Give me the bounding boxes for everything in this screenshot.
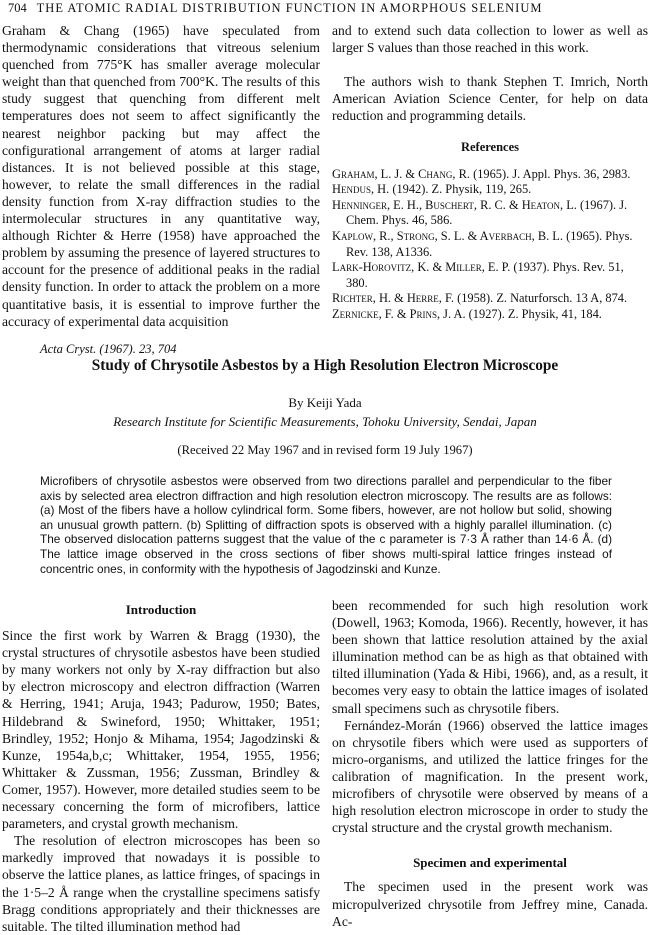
intro-right-paragraph-1: been recommended for such high resolution work (Dowell, 1963; Komoda, 1966). Recently, however, it has been shown that lattice resolution attained by the axial illumination method can be as high as that obtained with tilted illumination (Yada & Hibi, 1966), and, as a result, it becomes very easy to obtain the lattice images of isolated small specimens such as chrysotile fibers.	[332, 598, 648, 716]
reference-item: Graham, L. J. & Chang, R. (1965). J. Appl. Phys. 36, 2983.	[332, 166, 631, 181]
references-heading: References	[460, 140, 520, 155]
specimen-heading: Specimen and experimental	[413, 855, 567, 871]
reference-item: Hendus, H. (1942). Z. Physik, 119, 265.	[332, 182, 532, 197]
intro-paragraph-2: The resolution of electron microscopes has been so markedly improved that nowadays it is possible to observe the lattice planes, as lattice fringes, of spacings in the 1·5–2 Å range when the crystalline specimens satisfy Bragg conditions appropriately and their thicknesses are suitable. The tilted illumination method had	[2, 833, 320, 934]
references-list	[332, 167, 648, 323]
intro-paragraph-1: Since the first work by Warren & Bragg (1930), the crystal structures of chrysotile asbestos have been studied by many workers not only by X-ray diffraction but also by electron microscopy and electron diffraction (Warren & Herring, 1941; Aruja, 1943; Padurow, 1950; Bates, Hildebrand & Swineford, 1950; Whittaker, 1951; Brindley, 1952; Honjo & Mihama, 1954; Jagodzinski & Kunze, 1954a,b,c; Whittaker, 1954, 1955, 1956; Whittaker & Zussman, 1956; Zussman, Brindley & Comer, 1957). However, more detailed studies seem to be necessary concerning the form of microfibers, lattice parameters, and crystal growth mechanism.	[2, 628, 320, 832]
abstract: Microfibers of chrysotile asbestos were observed from two directions parallel and perpendicular to the fiber axis by selected area electron diffraction and high resolution electron microscopy. The results are as follows: (a) Most of the fibers have a hollow cylindrical form. Some fibers, however, are not hollow but solid, showing an unusual growth pattern. (b) Splitting of diffraction spots is observed with a highly parallel illumination. (c) The observed dislocation patterns suggest that the value of the c parameter is 7·3 Å rather than 14·6 Å. (d) The lattice image observed in the cross sections of fiber shows multi-spiral lattice fringes instead of concentric ones, in conformity with the hypothesis of Jagodzinski and Kunze.	[40, 474, 612, 576]
running-title: THE ATOMIC RADIAL DISTRIBUTION FUNCTION IN AMORPHOUS SELENIUM	[36, 1, 543, 15]
reference-item: Lark-Horovitz, K. & Miller, E. P. (1937). Phys. Rev. 51, 380.	[332, 260, 624, 290]
running-header	[8, 1, 648, 16]
reference-item: Henninger, E. H., Buschert, R. C. & Heaton, L. (1967). J. Chem. Phys. 46, 586.	[332, 197, 628, 228]
prev-article-left-column	[2, 22, 320, 330]
acknowledgement: The authors wish to thank Stephen T. Imrich, North American Aviation Science Center, for help on data reduction and programming details.	[332, 74, 648, 124]
author-byline: By Keiji Yada	[288, 395, 362, 410]
prev-article-continuation: and to extend such data collection to lower as well as larger S values than those reached in this work.	[332, 23, 648, 56]
introduction-heading: Introduction	[125, 602, 197, 617]
journal-reference: Acta Cryst. (1967). 23, 704	[40, 342, 177, 356]
reference-item: Kaplow, R., Strong, S. L. & Averbach, B. L. (1965). Phys. Rev. 138, A1336.	[332, 228, 633, 259]
intro-right-paragraph-2: Fernández-Morán (1966) observed the lattice images on chrysotile fibers which were used as supporters of micro-organisms, and utilized the lattice fringes for the calibration of magnification. In the present work, microfibers of chrysotile were observed by means of a high resolution electron microscope in order to study the crystal structure and the crystal growth mechanism.	[332, 717, 648, 836]
affiliation: Research Institute for Scientific Measurements, Tohoku University, Sendai, Japan	[113, 414, 537, 429]
article-left-column	[2, 601, 320, 935]
article-title: Study of Chrysotile Asbestos by a High Resolution Electron Microscope	[91, 357, 559, 374]
received-dates: (Received 22 May 1967 and in revised form 19 July 1967)	[177, 443, 473, 457]
prev-article-right-column	[332, 22, 648, 323]
page-number: 704	[8, 1, 27, 15]
prev-article-paragraph: Graham & Chang (1965) have speculated from thermodynamic considerations that vitreous selenium quenched from 775°K has smaller average molecular weight than that quenched from 700°K. The results of this study suggest that quenching from different melt temperatures does not seem to affect significantly the nearest neighbor packing but may affect the configurational arrangement of atoms at larger radial distances. It is not believed possible at this stage, however, to relate the small differences in the radial density function from X-ray diffraction studies to the intermolecular structures in any quantitative way, although Richter & Herre (1958) have approached the problem by assuming the presence of layered structures to account for the presence of additional peaks in the radial density function. In order to attack the problem on a more quantitative basis, it is essential to improve further the accuracy of experimental data acquisition	[2, 23, 320, 329]
specimen-paragraph: The specimen used in the present work was micropulverized chrysotile from Jeffrey mine, Canada. Ac-	[332, 879, 648, 929]
article-right-column	[332, 597, 648, 930]
reference-item: Richter, H. & Herre, F. (1958). Z. Naturforsch. 13 A, 874.	[332, 291, 628, 306]
reference-item: Zernicke, F. & Prins, J. A. (1927). Z. Physik, 41, 184.	[332, 306, 602, 321]
